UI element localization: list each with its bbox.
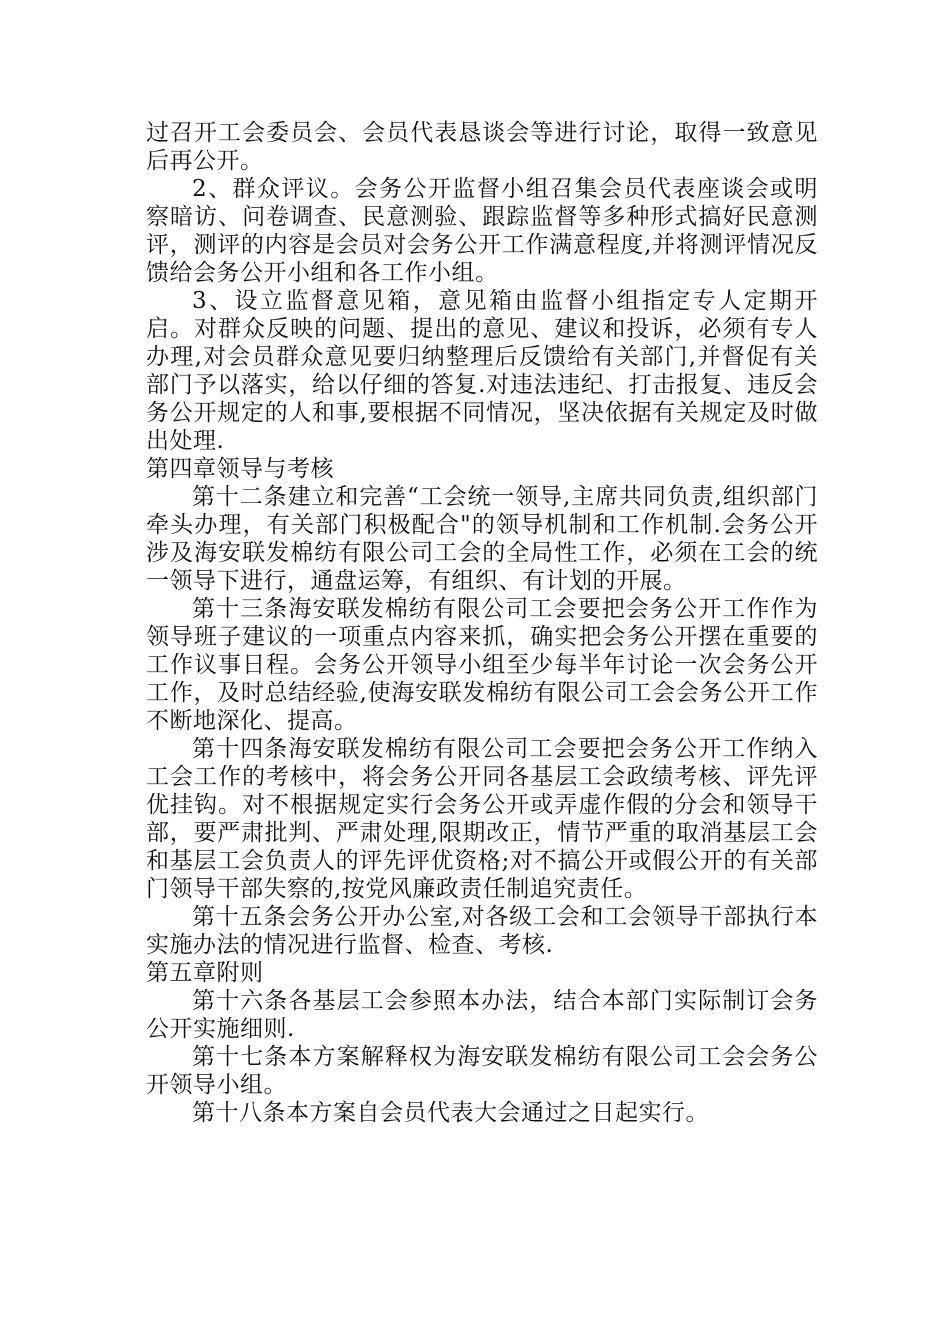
article-18: 第十八条本方案自会员代表大会通过之日起实行。 <box>192 1100 709 1126</box>
paragraph-public-review: 2、群众评议。会务公开监督小组召集会员代表座谈会或明察暗访、问卷调查、民意测验、跟踪监督等多种形式搞好民意测评，测评的内容是会员对会务公开工作满意程度,并将测评情况反馈给会务公开小组和各工作小组。 <box>146 176 818 286</box>
article-15: 第十五条会务公开办公室,对各级工会和工会领导干部执行本实施办法的情况进行监督、检查、考核. <box>146 904 818 958</box>
article-16: 第十六条各基层工会参照本办法，结合本部门实际制订会务公开实施细则. <box>146 988 818 1042</box>
chapter-heading-4: 第四章领导与考核 <box>146 456 334 482</box>
article-14: 第十四条海安联发棉纺有限公司工会要把会务公开工作纳入工会工作的考核中，将会务公开同各基层工会政绩考核、评先评优挂钩。对不根据规定实行会务公开或弄虚作假的分会和领导干部，要严肃批判、严肃处理,限期改正，情节严重的取消基层工会和基层工会负责人的评先评优资格;对不搞公开或假公开的有关部门领导干部失察的,按党风廉政责任制追究责任。 <box>146 736 818 902</box>
article-13: 第十三条海安联发棉纺有限公司工会要把会务公开工作作为领导班子建议的一项重点内容来抓，确实把会务公开摆在重要的工作议事日程。会务公开领导小组至少每半年讨论一次会务公开工作，及时总结经验,使海安联发棉纺有限公司工会会务公开工作不断地深化、提高。 <box>146 596 818 734</box>
paragraph-suggestion-box: 3、设立监督意见箱，意见箱由监督小组指定专人定期开启。对群众反映的问题、提出的意见、建议和投诉，必须有专人办理,对会员群众意见要归纳整理后反馈给有关部门,并督促有关部门予以落实，给以仔细的答复.对违法违纪、打击报复、违反会务公开规定的人和事,要根据不同情况，坚决依据有关规定及时做出处理. <box>146 288 818 454</box>
document-body <box>146 119 818 1127</box>
paragraph-continued: 过召开工会委员会、会员代表恳谈会等进行讨论，取得一致意见后再公开。 <box>146 120 818 174</box>
article-17: 第十七条本方案解释权为海安联发棉纺有限公司工会会务公开领导小组。 <box>146 1044 818 1098</box>
chapter-heading-5: 第五章附则 <box>146 960 264 986</box>
article-12: 第十二条建立和完善“工会统一领导,主席共同负责,组织部门牵头办理，有关部门积极配合"的领导机制和工作机制.会务公开涉及海安联发棉纺有限公司工会的全局性工作，必须在工会的统一领导下进行，通盘运筹，有组织、有计划的开展。 <box>146 484 818 594</box>
